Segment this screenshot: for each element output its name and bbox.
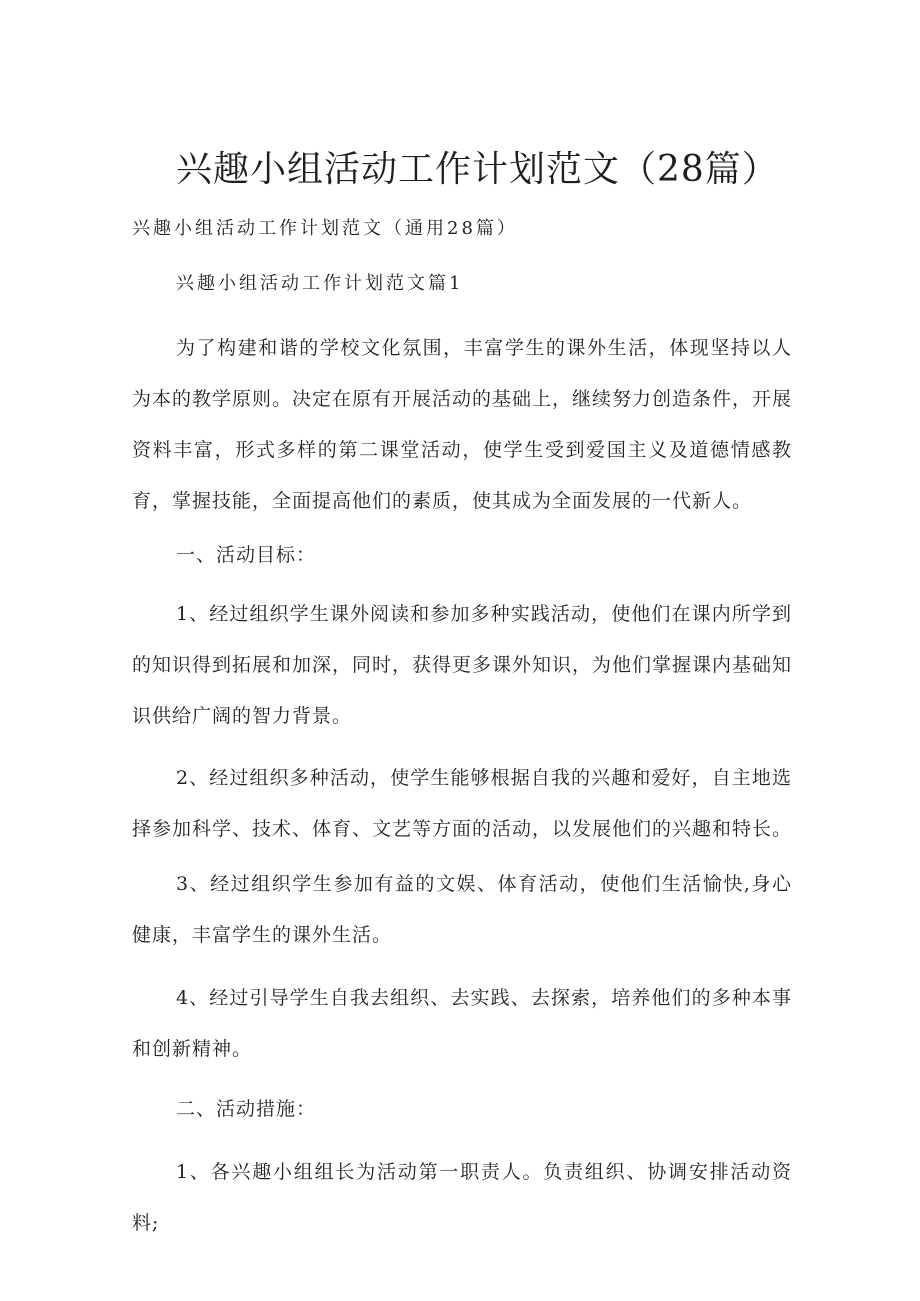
goal-paragraph-3: 3、经过组织学生参加有益的文娱、体育活动，使他们生活愉快,身心健康，丰富学生的课外生活。 (132, 873, 792, 946)
intro-paragraph: 为了构建和谐的学校文化氛围，丰富学生的课外生活，体现坚持以人为本的教学原则。决定在原有开展活动的基础上，继续努力创造条件，开展资料丰富，形式多样的第二课堂活动，使学生受到爱国主义及道德情感教育，掌握技能，全面提高他们的素质，使其成为全面发展的一代新人。 (132, 337, 793, 512)
document-title: 兴趣小组活动工作计划范文（28篇） (176, 149, 779, 190)
document-subtitle: 兴趣小组活动工作计划范文（通用28篇） (132, 218, 518, 239)
section-heading: 兴趣小组活动工作计划范文篇1 (176, 273, 464, 294)
measure-paragraph-1: 1、各兴趣小组组长为活动第一职责人。负责组织、协调安排活动资料; (132, 1161, 792, 1234)
goals-heading: 一、活动目标： (176, 544, 317, 566)
goal-paragraph-4: 4、经过引导学生自我去组织、去实践、去探索，培养他们的多种本事和创新精神。 (132, 987, 792, 1060)
measures-heading: 二、活动措施： (176, 1098, 317, 1120)
goal-paragraph-2: 2、经过组织多种活动，使学生能够根据自我的兴趣和爱好，自主地选择参加科学、技术、体育、文艺等方面的活动，以发展他们的兴趣和特长。 (132, 767, 793, 840)
goal-paragraph-1: 1、经过组织学生课外阅读和参加多种实践活动，使他们在课内所学到的知识得到拓展和加深，同时，获得更多课外知识，为他们掌握课内基础知识供给广阔的智力背景。 (132, 603, 793, 727)
